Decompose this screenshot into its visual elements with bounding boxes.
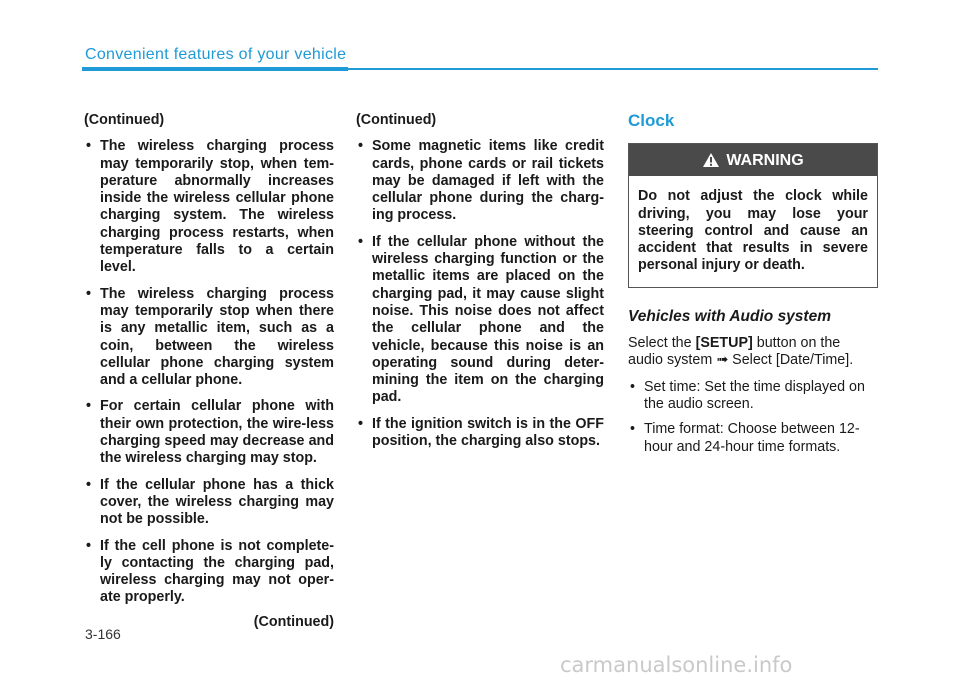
list-item-text: If the ignition switch is in the OFF position, the charging also stops. xyxy=(372,415,604,450)
list-item-text: For certain cellular phone with their own protection, the wire-less charging speed may decrease and the wireless charging may stop. xyxy=(100,398,334,467)
instruction-paragraph xyxy=(628,335,878,370)
watermark: carmanualsonline.info xyxy=(560,653,793,677)
column-right xyxy=(628,112,878,464)
bullet-list-middle xyxy=(356,138,604,450)
warning-text: Do not adjust the clock while driving, you may lose your steering control and cause an accident that results in severe personal injury or death. xyxy=(638,188,868,274)
list-item xyxy=(628,421,878,456)
list-item xyxy=(84,538,334,607)
list-item-text: Some magnetic items like credit cards, phone cards or rail tickets may be damaged if left with the cellular phone during the charg-ing process. xyxy=(372,138,604,224)
list-item xyxy=(84,398,334,467)
bullet-icon: • xyxy=(630,378,636,395)
header-rule xyxy=(348,68,878,70)
list-item xyxy=(84,477,334,529)
section-title-clock: Clock xyxy=(628,111,675,130)
bullet-icon: • xyxy=(86,476,92,493)
list-item-text: If the cellular phone without the wireless charging function or the metallic items are placed on the charging pad, it may cause slight noise. This noise does not affect the cellular phone and the vehicle, because this noise is an operating sound during deter-mining the item on the charging pad. xyxy=(372,233,604,406)
list-item xyxy=(84,138,334,276)
bullet-icon: • xyxy=(86,398,92,415)
bullet-list-left xyxy=(84,138,334,606)
bullet-icon: • xyxy=(358,233,364,250)
page-number: 3-166 xyxy=(85,626,121,642)
list-item xyxy=(356,234,604,407)
list-item-text: The wireless charging process may temporarily stop, when tem-perature abnormally increases inside the wireless cellular phone charging system. The wireless charging process restarts, when temperature falls to a certain level. xyxy=(100,138,334,276)
column-middle xyxy=(356,112,604,459)
continued-label-bottom: (Continued) xyxy=(253,613,334,630)
section-header-title: Convenient features of your vehicle xyxy=(85,46,347,63)
continued-label-top: (Continued) xyxy=(84,112,165,128)
bullet-icon: • xyxy=(86,138,92,155)
list-item xyxy=(356,416,604,451)
list-item-text: Set time: Set the time displayed on the audio screen. xyxy=(644,378,865,412)
bullet-icon: • xyxy=(358,415,364,432)
list-item xyxy=(84,286,334,390)
instruction-pre: Select the xyxy=(628,335,692,352)
header-accent-bar xyxy=(82,67,348,71)
list-item-text: If the cell phone is not complete-ly contacting the charging pad, wireless charging may not oper-ate properly. xyxy=(100,537,334,606)
warning-triangle-icon xyxy=(702,152,720,168)
setup-key-label: [SETUP] xyxy=(695,335,753,352)
list-item-text: If the cellular phone has a thick cover, the wireless charging may not be possible. xyxy=(100,476,334,528)
list-item-text: The wireless charging process may temporarily stop when there is any metallic item, such as a coin, between the wireless cellular phone charging system and a cellular phone. xyxy=(100,285,334,389)
bullet-icon: • xyxy=(86,537,92,554)
warning-box xyxy=(628,143,878,287)
warning-label: WARNING xyxy=(726,151,804,169)
bullet-icon: • xyxy=(86,285,92,302)
bullet-icon: • xyxy=(358,138,364,155)
list-item xyxy=(628,379,878,414)
list-item-text: Time format: Choose between 12-hour and 24-hour time formats. xyxy=(644,421,860,455)
continued-label-top: (Continued) xyxy=(356,112,437,128)
list-item xyxy=(356,138,604,224)
column-left xyxy=(84,112,334,631)
warning-header xyxy=(629,144,877,176)
subheading-audio-system: Vehicles with Audio system xyxy=(628,307,831,325)
bullet-icon: • xyxy=(630,421,636,438)
instruction-post: button on the audio system ➟ Select [Date/Time]. xyxy=(628,335,854,369)
bullet-list-right xyxy=(628,379,878,456)
